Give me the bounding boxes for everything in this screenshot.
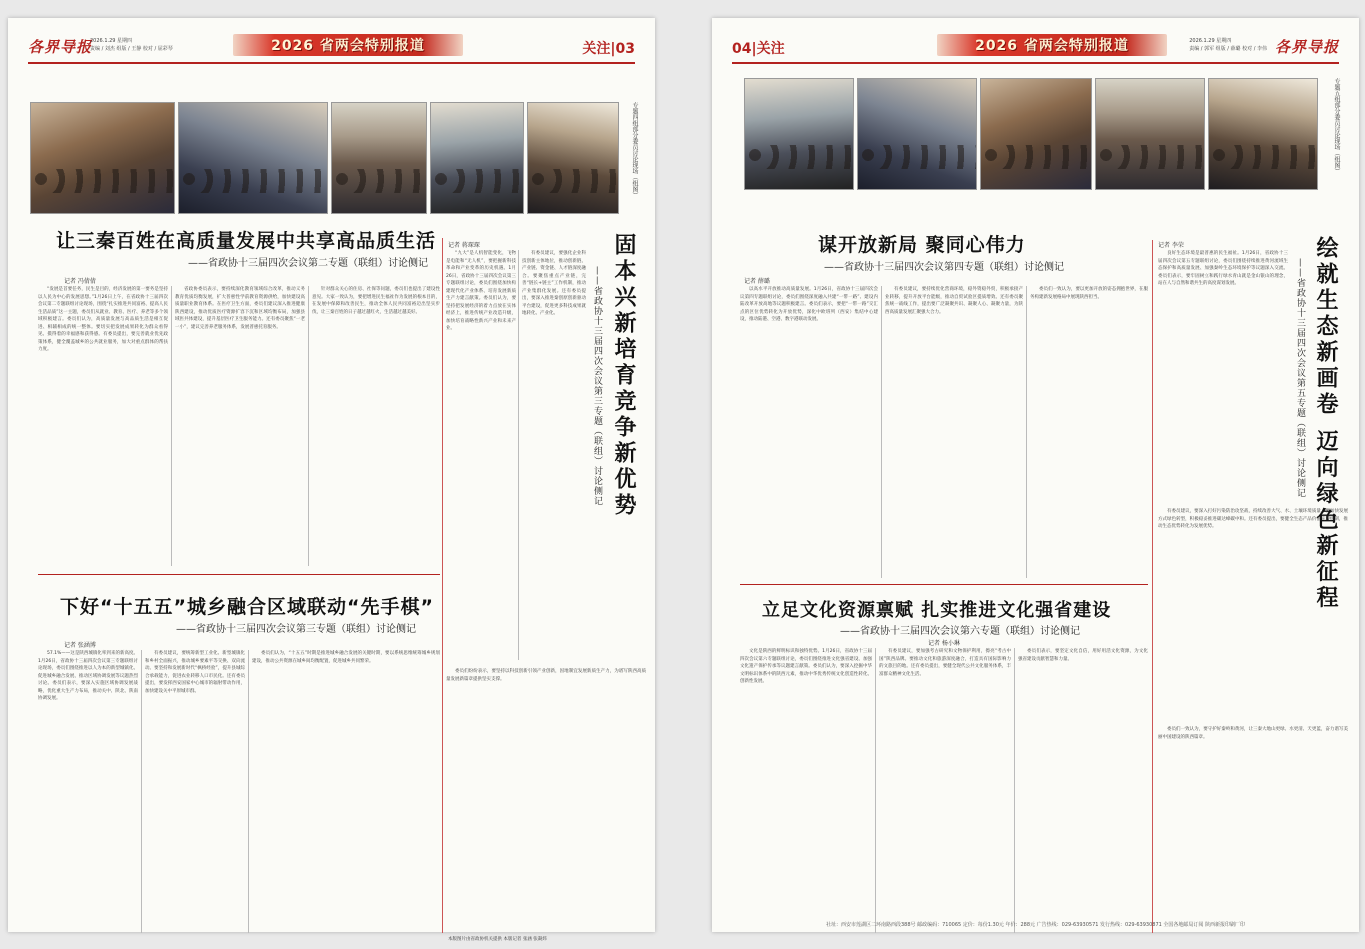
section-tag: 04|关注 <box>732 41 785 57</box>
article-byline: 记者 蒋琛琛 <box>448 242 480 249</box>
article-subhead: ——省政协十三届四次会议第四专题（联组）讨论侧记 <box>824 262 1064 273</box>
vertical-subhead: ——省政协十三届四次会议第三专题（联组）讨论侧记 <box>592 266 602 506</box>
meeting-photo-3 <box>980 78 1092 190</box>
article-headline: 立足文化资源禀赋 扎实推进文化强省建设 <box>762 600 1112 621</box>
article-byline: 记者 张涵博 <box>64 642 96 649</box>
issue-date: 2026.1.29 星期四 <box>90 38 133 44</box>
article-column: “发展是首要任务，民生是目的，经济发展的第一要务是坚持以人民为中心的发展思想。”1月26日上午，在省政协十三届四次会议第二专题联组讨论现场，围绕“扎实推进共同富裕、提高人民生活品质”这一主题，委员们从就业、教育、医疗、养老等多个领域积极建言。委员们认为，高质量发展与高品质生活是相互促进、相辅相成的统一整体。要切实把发展成果转化为群众看得见、摸得着的幸福感和获得感。有委员提出，要完善就业优先政策体系，健全覆盖城乡的公共就业服务，加大对重点群体的帮扶力度。 <box>38 287 168 352</box>
article-column: 针对群众关心的住房、社保等问题，委员们也提出了建设性意见。大家一致认为，要把增进民生福祉作为发展的根本目的，在发展中保障和改善民生，推动全体人民共同富裕迈出坚实步伐，让三秦百姓的日子越过越红火，生活越过越美好。 <box>312 287 440 315</box>
page-header <box>732 32 1339 66</box>
page-header <box>28 32 635 66</box>
vertical-headline: 绘就生态新画卷 迈向绿色新征程 <box>1313 236 1338 612</box>
vertical-subhead: ——省政协十三届四次会议第五专题（联组）讨论侧记 <box>1295 258 1305 498</box>
article-column: 文化是陕西的鲜明标识和独特优势。1月26日，省政协十三届四次会议第六专题联组讨论，委员们围绕推进文化强省建设、加强文化遗产保护传承等议题建言献策。委员们认为，要深入挖掘中华文明标识体系中的陕西元素，推动中华优秀传统文化创造性转化、创新性发展。 <box>740 649 872 684</box>
column-divider <box>875 648 876 933</box>
page-footer: 社址：西安市莲湖区二环南路西段388号 邮政编码：710065 定价：每份1.30元 年价：288元 广告热线：029-63930571 发行热线：029-63930871 全国各地邮局订阅 陕西新报印刷厂印 <box>825 922 1246 928</box>
meeting-photo-4 <box>1095 78 1205 190</box>
article-column: 委员们纷纷表示，要坚持以科技创新引领产业创新，因地制宜发展新质生产力，为谱写陕西高质量发展新篇章提供坚实支撑。 <box>446 669 646 682</box>
article-byline: 记者 李荣 <box>1158 242 1184 249</box>
masthead-logo: 各界导报 <box>28 38 93 56</box>
header-meta <box>1189 37 1267 53</box>
header-meta <box>90 37 173 53</box>
article-column: 有委员建议，要深入打好污染防治攻坚战，持续改善大气、水、土壤环境质量。要加快发展方式绿色转型，积极稳妥推进碳达峰碳中和。还有委员提出，要健全生态产品价值实现机制，推动生态优势转化为发展优势。 <box>1158 509 1348 529</box>
masthead-logo: 各界导报 <box>1274 38 1339 56</box>
vertical-headline: 固本兴新培育竞争新优势 <box>611 233 636 519</box>
article-headline: 谋开放新局 聚同心伟力 <box>818 234 1026 256</box>
photo-caption: 专题四组部分委员讨论现场（组图） <box>631 102 638 198</box>
article-column: 省政协委员表示，要持续深化教育领域综合改革，推动义务教育优质均衡发展，扩大普惠性学前教育资源供给，加快建设高质量职业教育体系。在医疗卫生方面，委员们建议深入推进健康陕西建设，推动优质医疗资源扩容下沉和区域均衡布局，加强县域医共体建设，提升基层医疗卫生服务能力。还有委员聚焦“一老一小”，建议完善养老服务体系，发展普惠托育服务。 <box>175 287 305 330</box>
editor-credits: 责编 / 郭军 组版 / 薛璐 校对 / 李伟 <box>1189 46 1267 52</box>
photo-credit: 本版图片由省政协机关提供 本版记者 张涵 张凝炜 <box>448 937 547 942</box>
left-newspaper-page <box>8 18 655 942</box>
column-divider <box>248 650 249 933</box>
article-column: 有委员建议，要统筹新型工业化、新型城镇化和乡村全面振兴，推动城乡要素平等交换、双向流动。要坚持和发展新时代“枫桥经验”，提升县城综合承载能力，促进农业转移人口市民化。还有委员提出，要发挥西安国家中心城市的辐射带动作用，加快建设关中平原城市群。 <box>145 651 245 694</box>
issue-date: 2026.1.29 星期四 <box>1189 38 1232 44</box>
article-column: “九大”是人机智能变化，飞物是电能和“无人机”，要把握新科技革命和产业变革的历史机遇。1月26日，省政协十三届四次会议第三专题联组讨论，委员们围绕加快构建现代化产业体系、培育发展新质生产力建言献策。委员们认为，要坚持把发展经济的着力点放在实体经济上，推进传统产业改造升级，加快培育战略性新兴产业和未来产业。 <box>446 251 516 331</box>
article-column: 以高水平开放推动高质量发展。1月26日，省政协十三届四次会议第四专题联组讨论，委员们围绕深度融入共建“一带一路”、建设内陆改革开放高地等议题积极建言。委员们表示，要把“一带一路”交汇点的区位优势转化为开放优势，深化中欧班列（西安）集结中心建设，推动陆港、空港、数字港联动发展。 <box>740 287 878 322</box>
article-column: 委员们认为，“十五五”时期是推进城乡融合发展的关键时期，要以系统思维统筹城乡规划建设，推动公共资源在城乡间均衡配置，促进城乡共同繁荣。 <box>252 651 440 664</box>
meeting-photo-2 <box>857 78 977 190</box>
article-column: 有委员建议，要持续优化营商环境，稳外资稳外贸，积极承接产业转移，提升开放平台能级，推动自贸试验区提质增效。还有委员聚焦统一战线工作，提出要广泛凝聚共识、凝聚人心、凝聚力量，为陕西高质量发展汇聚强大合力。 <box>885 287 1023 315</box>
article-subhead: ——省政协十三届四次会议第二专题（联组）讨论侧记 <box>188 258 428 269</box>
article-column: 委员们一致认为，要以更加开放的姿态拥抱世界，在服务构建新发展格局中展现陕西担当。 <box>1030 287 1148 300</box>
article-byline: 记者 杨小琳 <box>928 640 960 647</box>
article-column: 57.1%——这是陕西城镇化率到来的新高度。1月26日，省政协十三届四次会议第三专题联组讨论现场，委员们围绕推进以人为本的新型城镇化、促进城乡融合发展、推动区域协调发展等议题热烈讨论。委员们表示，要深入实施区域协调发展战略，优化重大生产力布局，推动关中、陕北、陕南协调发展。 <box>38 651 138 701</box>
editor-credits: 责编 / 刘杰 组版 / 王静 校对 / 屈彩琴 <box>90 46 173 52</box>
banner-text: 2026 省两会特别报道 <box>271 38 425 54</box>
section-divider <box>740 584 1148 585</box>
column-divider <box>308 286 309 566</box>
column-divider <box>141 650 142 933</box>
article-column: 委员们表示，要坚定文化自信，用好用活文化资源，为文化强省建设贡献智慧和力量。 <box>1018 649 1148 662</box>
article-subhead: ——省政协十三届四次会议第三专题（联组）讨论侧记 <box>176 624 416 635</box>
article-column: 有委员建议，要强化企业科技创新主体地位，推动创新链、产业链、资金链、人才链深度融合。要聚焦重点产业链，完善“链长+链主”工作机制，推动产业集群化发展。还有委员提出，要深入推进秦创原创新驱动平台建设，促进更多科技成果就地转化、产业化。 <box>522 251 586 316</box>
banner-text: 2026 省两会特别报道 <box>975 38 1129 54</box>
article-subhead: ——省政协十三届四次会议第六专题（联组）讨论侧记 <box>840 626 1080 637</box>
meeting-photo-1 <box>30 102 175 214</box>
meeting-photo-1 <box>744 78 854 190</box>
header-rule <box>732 62 1339 64</box>
meeting-photo-2 <box>178 102 328 214</box>
meeting-photo-5 <box>527 102 619 214</box>
article-byline: 记者 薛璐 <box>744 278 770 285</box>
column-divider <box>1014 648 1015 933</box>
meeting-photo-5 <box>1208 78 1318 190</box>
meeting-photo-4 <box>430 102 524 214</box>
article-column: 有委员建议，要加强考古研究和文物保护利用，擦亮“考古中国”陕西品牌。要推动文化和旅游深度融合，打造具有国际影响力的文旅目的地。还有委员提出，要健全现代公共文化服务体系，丰富群众精神文化生活。 <box>879 649 1011 677</box>
column-divider <box>1152 240 1153 933</box>
column-divider <box>171 286 172 566</box>
header-rule <box>28 62 635 64</box>
section-tag: 关注|03 <box>582 41 635 57</box>
column-divider <box>881 286 882 578</box>
special-report-banner <box>937 34 1167 56</box>
special-report-banner <box>233 34 463 56</box>
article-byline: 记者 冯倩倩 <box>64 278 96 285</box>
meeting-photo-3 <box>331 102 427 214</box>
column-divider <box>518 250 519 660</box>
article-headline: 让三秦百姓在高质量发展中共享高品质生活 <box>56 230 437 252</box>
article-column: 委员们一致认为，要守护好秦岭和黄河，让三秦大地山更绿、水更清、天更蓝，奋力谱写美丽中国建设的陕西篇章。 <box>1158 727 1348 740</box>
right-newspaper-page <box>712 18 1359 932</box>
photo-caption: 专题五组部分委员讨论现场（组图） <box>1333 78 1340 174</box>
article-column: 良好生态环境是最普惠的民生福祉。1月26日，省政协十三届四次会议第五专题联组讨论，委员们围绕持续推进黄河流域生态保护和高质量发展、加强秦岭生态环境保护等议题深入交流。委员们表示，要牢固树立和践行绿水青山就是金山银山的理念，站在人与自然和谐共生的高度谋划发展。 <box>1158 251 1288 286</box>
section-divider <box>38 574 440 575</box>
article-headline: 下好“十五五”城乡融合区域联动“先手棋” <box>60 596 434 618</box>
column-divider <box>442 238 443 933</box>
column-divider <box>1026 286 1027 578</box>
